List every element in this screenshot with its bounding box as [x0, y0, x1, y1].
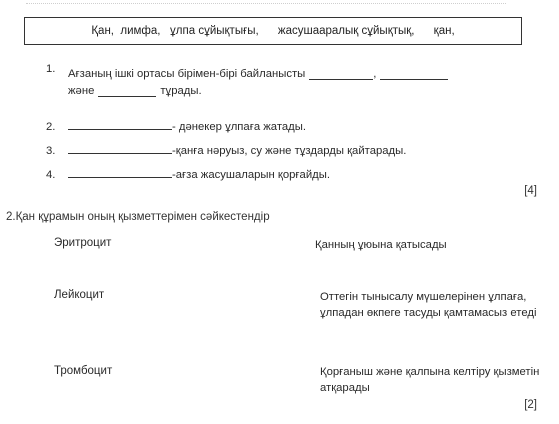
task1-score: [4]	[524, 185, 537, 197]
match-right-protection[interactable]: Қорғаныш және қалпына келтіру қызметін атқарады	[320, 366, 540, 394]
match-left-leukocyte[interactable]: Лейкоцит	[54, 289, 105, 301]
item-text: - дәнекер ұлпаға жатады.	[172, 121, 307, 133]
match-left-thrombocyte[interactable]: Тромбоцит	[54, 365, 113, 377]
item-number: 1.	[46, 63, 56, 75]
task2-score: [2]	[524, 399, 537, 411]
answer-blank[interactable]	[98, 85, 156, 97]
item-number: 3.	[46, 145, 56, 157]
item-text: Ағзаның ішкі ортасы бірімен-бірі байланысты	[68, 68, 306, 80]
match-left-erythrocyte[interactable]: Эритроцит	[54, 237, 112, 249]
item-text: және	[68, 85, 95, 97]
item-text: -ағза жасушаларын қорғайды.	[172, 169, 330, 181]
match-right-clotting[interactable]: Қанның ұюына қатысады	[315, 239, 447, 251]
task1-list	[46, 63, 516, 181]
task1-item-4	[46, 157, 516, 181]
answer-blank[interactable]	[380, 68, 448, 80]
top-cropped-line	[26, 0, 506, 4]
answer-blank[interactable]	[309, 68, 373, 80]
task1-item-1	[46, 63, 516, 109]
item-number: 2.	[46, 121, 56, 133]
word-bank-box: Қан, лимфа, ұлпа сұйықтығы, жасушааралық сұйықтық, қан,	[24, 17, 522, 45]
separator: ,	[373, 68, 377, 80]
task2-title: 2.Қан құрамын оның қызметтерімен сәйкестендір	[6, 211, 270, 223]
item-number: 4.	[46, 169, 56, 181]
answer-blank[interactable]	[68, 142, 172, 154]
item-text: тұрады.	[160, 85, 202, 97]
answer-blank[interactable]	[68, 166, 172, 178]
item-text: -қанға нәруыз, су және тұздарды қайтарады.	[172, 145, 407, 157]
match-right-oxygen-transport[interactable]: Оттегін тынысалу мүшелерінен ұлпаға, ұлпадан өкпеге тасуды қамтамасыз етеді	[320, 291, 537, 319]
task1-item-2	[46, 109, 516, 133]
task1-item-3	[46, 133, 516, 157]
answer-blank[interactable]	[68, 118, 172, 130]
